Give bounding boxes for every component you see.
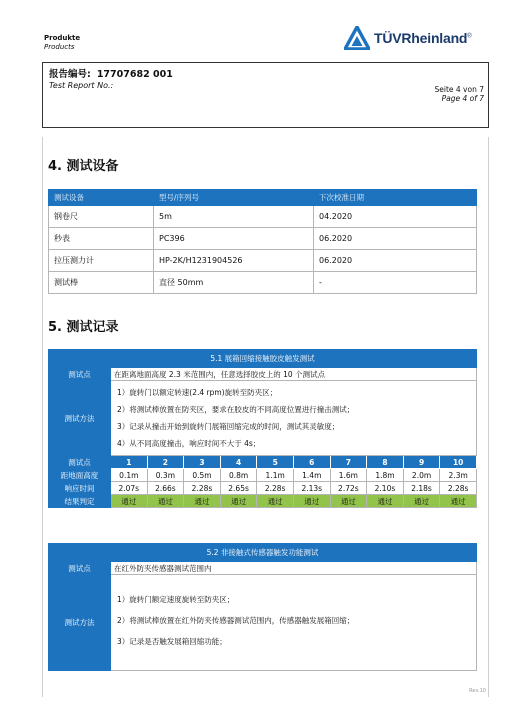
height-value: 1.8m bbox=[367, 469, 404, 482]
point-number: 2 bbox=[147, 456, 184, 469]
time-value: 2.28s bbox=[440, 482, 477, 495]
tuv-triangle-icon bbox=[344, 26, 370, 50]
col-calibration: 下次校准日期 bbox=[314, 190, 477, 206]
time-value: 2.10s bbox=[367, 482, 404, 495]
products-label-en: Products bbox=[44, 43, 75, 51]
col-model: 型号/序列号 bbox=[154, 190, 314, 206]
point-number: 9 bbox=[403, 456, 440, 469]
col-equipment: 测试设备 bbox=[49, 190, 154, 206]
equipment-model: 5m bbox=[154, 206, 314, 228]
equipment-model: HP-2K/H1231904526 bbox=[154, 250, 314, 272]
test-method-steps bbox=[111, 575, 477, 671]
result-value: 通过 bbox=[440, 495, 477, 508]
revision-note: Rev.10 bbox=[469, 688, 486, 694]
point-number: 1 bbox=[111, 456, 148, 469]
test-5-1-title: 5.1 展箱回缩接触胶皮触发测试 bbox=[49, 350, 477, 368]
result-label: 结果判定 bbox=[49, 495, 111, 508]
result-value: 通过 bbox=[184, 495, 221, 508]
point-number: 8 bbox=[367, 456, 404, 469]
time-value: 2.28s bbox=[257, 482, 294, 495]
report-label-en: Test Report No.: bbox=[49, 81, 114, 90]
method-step: 3）记录是否触发展箱回缩功能； bbox=[117, 637, 227, 646]
test-table-5-1 bbox=[48, 349, 477, 508]
point-number: 7 bbox=[330, 456, 367, 469]
point-number: 4 bbox=[220, 456, 257, 469]
page-indicator bbox=[435, 85, 485, 103]
equipment-model: PC396 bbox=[154, 228, 314, 250]
result-value: 通过 bbox=[403, 495, 440, 508]
test-point-label: 测试点 bbox=[49, 562, 111, 575]
table-row bbox=[49, 228, 477, 250]
result-value: 通过 bbox=[257, 495, 294, 508]
report-label-cn: 报告编号: bbox=[49, 69, 91, 80]
height-value: 1.6m bbox=[330, 469, 367, 482]
equipment-calibration: - bbox=[314, 272, 477, 294]
equipment-name: 钢卷尺 bbox=[49, 206, 154, 228]
equipment-header-row bbox=[49, 190, 477, 206]
time-value: 2.65s bbox=[220, 482, 257, 495]
products-label-de: Produkte bbox=[44, 34, 81, 42]
tuv-logo bbox=[344, 26, 472, 50]
point-number: 6 bbox=[293, 456, 330, 469]
equipment-calibration: 06.2020 bbox=[314, 250, 477, 272]
height-value: 1.4m bbox=[293, 469, 330, 482]
test-5-2-title: 5.2 非接触式传感器触发功能测试 bbox=[49, 544, 477, 562]
report-number-block bbox=[49, 69, 173, 91]
equipment-calibration: 06.2020 bbox=[314, 228, 477, 250]
equipment-table bbox=[48, 189, 477, 294]
height-value: 2.3m bbox=[440, 469, 477, 482]
time-row bbox=[49, 482, 477, 495]
products-label bbox=[44, 34, 80, 52]
time-value: 2.72s bbox=[330, 482, 367, 495]
result-value: 通过 bbox=[330, 495, 367, 508]
method-step: 4）从不同高度撞击，响应时间不大于 4s； bbox=[117, 439, 261, 448]
logo-wordmark: TÜVRheinland® bbox=[374, 30, 472, 46]
height-value: 2.0m bbox=[403, 469, 440, 482]
result-row bbox=[49, 495, 477, 508]
result-value: 通过 bbox=[220, 495, 257, 508]
table-row bbox=[49, 206, 477, 228]
point-number: 5 bbox=[257, 456, 294, 469]
equipment-calibration: 04.2020 bbox=[314, 206, 477, 228]
result-value: 通过 bbox=[147, 495, 184, 508]
equipment-model: 直径 50mm bbox=[154, 272, 314, 294]
test-point-text: 在红外防夹传感器测试范围内 bbox=[111, 562, 477, 575]
report-number: 17707682 001 bbox=[96, 69, 173, 80]
method-step: 1）旋转门以额定转速(2.4 rpm)旋转至防夹区； bbox=[117, 388, 278, 397]
height-label: 距地面高度 bbox=[49, 469, 111, 482]
height-value: 0.1m bbox=[111, 469, 148, 482]
method-step: 3）记录从撞击开始到旋转门展箱回缩完成的时间，测试其灵敏度； bbox=[117, 422, 340, 431]
equipment-name: 测试棒 bbox=[49, 272, 154, 294]
report-info-box bbox=[42, 62, 489, 128]
method-step: 1）旋转门额定速度旋转至防夹区； bbox=[117, 595, 235, 604]
height-value: 0.3m bbox=[147, 469, 184, 482]
test-point-label: 测试点 bbox=[49, 368, 111, 381]
section4-title: 4. 测试设备 bbox=[48, 159, 119, 174]
height-value: 0.8m bbox=[220, 469, 257, 482]
equipment-name: 秒表 bbox=[49, 228, 154, 250]
height-value: 0.5m bbox=[184, 469, 221, 482]
result-value: 通过 bbox=[367, 495, 404, 508]
test-method-label: 测试方法 bbox=[49, 381, 111, 456]
page-de: Seite 4 von 7 bbox=[434, 85, 484, 94]
test-method-label: 测试方法 bbox=[49, 575, 111, 671]
page-en: Page 4 of 7 bbox=[441, 94, 484, 103]
height-row bbox=[49, 469, 477, 482]
grid-point-label: 测试点 bbox=[49, 456, 111, 469]
test-point-text: 在距离地面高度 2.3 米范围内，任意选择胶皮上的 10 个测试点 bbox=[111, 368, 477, 381]
method-step: 2）将测试棒放置在红外防夹传感器测试范围内，传感器触发展箱回缩； bbox=[117, 616, 355, 625]
time-label: 响应时间 bbox=[49, 482, 111, 495]
time-value: 2.18s bbox=[403, 482, 440, 495]
time-value: 2.07s bbox=[111, 482, 148, 495]
point-number: 10 bbox=[440, 456, 477, 469]
method-step: 2）将测试棒放置在防夹区，要求在胶皮的不同高度位置进行撞击测试； bbox=[117, 405, 355, 414]
time-value: 2.13s bbox=[293, 482, 330, 495]
table-row bbox=[49, 272, 477, 294]
point-number-row bbox=[49, 456, 477, 469]
result-value: 通过 bbox=[293, 495, 330, 508]
test-method-steps bbox=[111, 381, 477, 456]
height-value: 1.1m bbox=[257, 469, 294, 482]
time-value: 2.28s bbox=[184, 482, 221, 495]
table-row bbox=[49, 250, 477, 272]
result-value: 通过 bbox=[111, 495, 148, 508]
time-value: 2.66s bbox=[147, 482, 184, 495]
point-number: 3 bbox=[184, 456, 221, 469]
equipment-name: 拉压测力计 bbox=[49, 250, 154, 272]
section5-title: 5. 测试记录 bbox=[48, 320, 119, 335]
test-table-5-2 bbox=[48, 543, 477, 671]
